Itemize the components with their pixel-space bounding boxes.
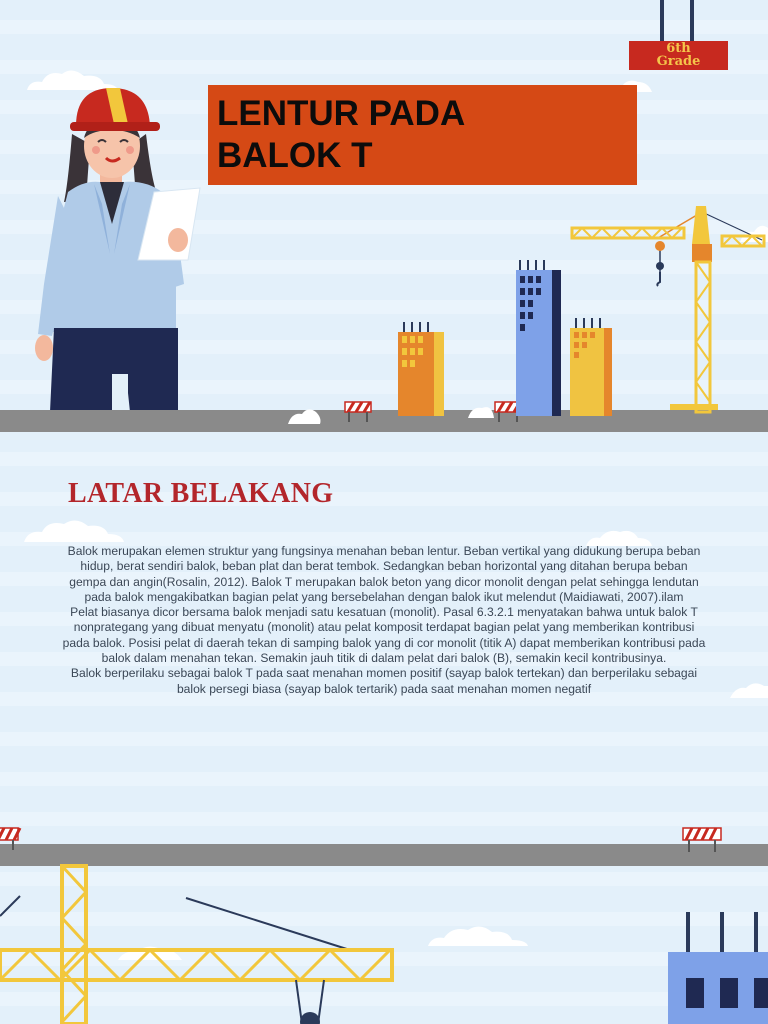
building-icon: [514, 258, 564, 416]
section-heading: LATAR BELAKANG: [68, 478, 334, 509]
badge-hanger: [660, 0, 664, 41]
title-line-2: BALOK T: [217, 136, 373, 175]
cloud-icon: [426, 922, 530, 948]
badge-line-1: 6th: [666, 41, 691, 56]
crane-icon: [572, 206, 768, 420]
page-title: [217, 93, 627, 177]
paragraph: Pelat biasanya dicor bersama balok menjadi satu kesatuan (monolit). Pasal 6.3.2.1 menyatakan bahwa untuk balok T nonprategang yang dibuat menyatu (monolit) atau pelat komposit terdapat bagian pelat yang memberikan kontribusi pada balok. Posisi pelat di daerah tekan di samping balok yang di cor monolit (titik A) dapat memberikan kontribusi pada balok dalam menahan tekan. Semakin jauh titik di dalam pelat dari balok (B), semakin kecil kontribusinya.: [62, 605, 706, 666]
badge-line-2: Grade: [656, 54, 701, 69]
content-slide: [0, 432, 768, 1024]
crane-icon: [0, 866, 400, 1024]
rock-icon: [286, 404, 322, 424]
building-icon: [668, 910, 768, 1024]
badge-hanger: [690, 0, 694, 41]
road-barrier-icon: [682, 826, 722, 852]
engineer-woman-illustration: [28, 84, 208, 414]
road-barrier-icon: [344, 400, 372, 422]
cloud-icon: [730, 680, 768, 700]
body-text: [62, 544, 706, 697]
paragraph: Balok berperilaku sebagai balok T pada saat menahan momen positif (sayap balok tertekan) dan berperilaku sebagai balok persegi biasa (sayap balok tertarik) pada saat menahan momen negatif: [70, 666, 698, 696]
grade-badge: [629, 41, 728, 70]
title-line-1: LENTUR PADA: [217, 94, 466, 133]
title-slide: [0, 0, 768, 432]
cloud-icon: [20, 516, 128, 544]
paragraph: Balok merupakan elemen struktur yang fungsinya menahan beban lentur. Beban vertikal yang didukung berupa beban hidup, berat sendiri balok, beban plat dan berat tembok. Sedangkan beban horizontal yang ditahan berupa beban gempa dan angin(Rosalin, 2012). Balok T merupakan balok beton yang dicor monolit dengan pelat sehingga lendutan pada balok mengakibatkan bagian pelat yang bersebelahan dengan balok ikut melendut (Maidiawati, 2007).ilam: [67, 544, 701, 604]
building-icon: [398, 320, 446, 416]
rock-icon: [466, 400, 496, 418]
title-box: [208, 85, 637, 185]
road: [0, 844, 768, 866]
road-barrier-icon: [0, 826, 20, 850]
